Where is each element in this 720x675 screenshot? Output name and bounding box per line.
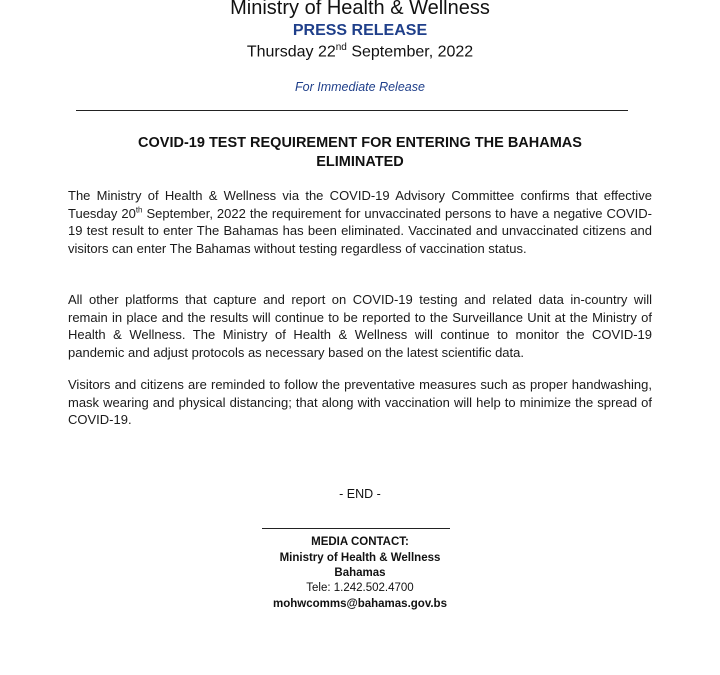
- contact-country: Bahamas: [334, 567, 386, 579]
- paragraph-1-ordinal: th: [135, 205, 143, 215]
- headline: [80, 134, 640, 172]
- header-divider: [76, 110, 628, 111]
- contact-email[interactable]: mohwcomms@bahamas.gov.bs: [273, 598, 447, 610]
- end-marker: - END -: [339, 487, 381, 501]
- release-date-month-year: September, 2022: [346, 43, 474, 61]
- contact-divider: [262, 528, 450, 529]
- press-release-label: PRESS RELEASE: [292, 22, 428, 39]
- body-paragraph-1: [68, 187, 652, 257]
- ministry-title: Ministry of Health & Wellness: [230, 0, 490, 19]
- immediate-release-note: For Immediate Release: [295, 80, 425, 94]
- release-date-day: Thursday 22: [246, 43, 336, 61]
- contact-organization: Ministry of Health & Wellness: [279, 552, 441, 564]
- headline-line-2: ELIMINATED: [316, 154, 404, 170]
- media-contact-heading: MEDIA CONTACT:: [311, 536, 409, 548]
- headline-line-1: COVID-19 TEST REQUIREMENT FOR ENTERING THE BAHAMAS: [138, 135, 582, 151]
- contact-telephone: Tele: 1.242.502.4700: [306, 582, 414, 594]
- body-paragraph-2: All other platforms that capture and report on COVID-19 testing and related data in-country will remain in place and the results will continue to be reported to the Surveillance Unit at the Ministry of Health & Wellness. The Ministry of Health & Wellness will continue to monitor the COVID-19 pandemic and adjust protocols as necessary based on the latest scientific data.: [68, 292, 652, 360]
- paragraph-1-part-b: September, 2022 the requirement for unvaccinated persons to have a negative COVID-19 test result to enter The Bahamas has been eliminated. Vaccinated and unvaccinated citizens and visitors can enter The Bahamas without testing regardless of vaccination status.: [68, 205, 652, 256]
- paragraph-1-part-a: The Ministry of Health & Wellness via the COVID-19 Advisory Committee confirms that effective Tuesday 20: [68, 188, 652, 221]
- release-date-suffix: nd: [335, 42, 347, 53]
- body-paragraph-3: Visitors and citizens are reminded to follow the preventative measures such as proper handwashing, mask wearing and physical distancing; that along with vaccination will help to minimize the spread of COVID-19.: [68, 377, 652, 427]
- release-date: [0, 42, 720, 61]
